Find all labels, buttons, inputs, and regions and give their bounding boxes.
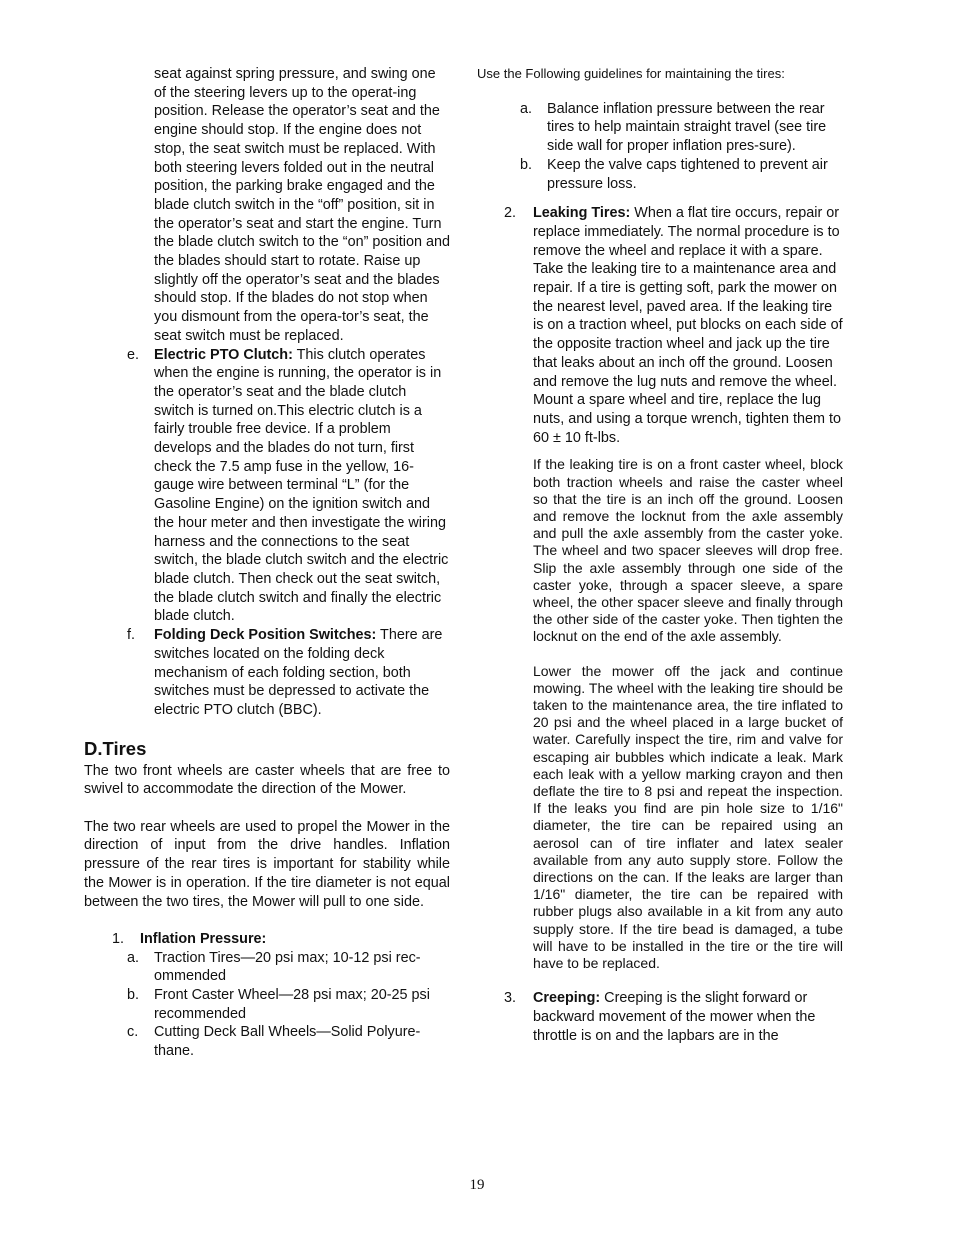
item-text: When a flat tire occurs, repair or replace immediately. The normal procedure is to remove the wheel and replace it with a spare. Take the leaking tire to a maintenance area and repair. If a tire is getting soft, park the mower on the nearest level, paved area. If the leaking tire is on a traction wheel, put blocks on each side of the opposite traction wheel and jack up the tire that leaks about an inch off the ground. Loosen and remove the lug nuts and remove the wheel. Mount a spare wheel and tire, replace the lug nuts, and using a torque wrench, tighten them to 60 ± 10 ft-lbs. <box>533 205 843 446</box>
guideline-text: Balance inflation pressure between the rear tires to help maintain straight travel (see tire side wall for proper inflation pres-sure). <box>547 100 827 155</box>
guideline-text: Keep the valve caps tightened to prevent air pressure loss. <box>547 156 828 192</box>
item-title: Folding Deck Position Switches: <box>154 627 377 644</box>
list-marker: 2. <box>504 205 517 222</box>
leak-inspection-paragraph: Lower the mower off the jack and continue mowing. The wheel with the leaking tire should be taken to the maintenance area, the tire inflated to 20 psi and the wheel placed in a large bucket of water. Carefully inspect the tire, rim and valve for escaping air bubbles which indicate a leak. Mark each leak with a yellow marking crayon and then deflate the tire to 8 psi and repeat the inspection. If the leaks you find are pin hole size to 1/16" diameter, the tire can be repaired using an aerosol can of tire inflater and latex sealer available from any auto supply store. Follow the directions on the can. If the leaks are larger than 1/16" diameter, the tire can be repaired with rubber plugs also available in a kit from any auto supply store. If the tire bead is damaged, a tube will have to be installed in the tire or the tire will have to be replaced. <box>533 662 843 972</box>
left-column <box>84 65 450 1061</box>
leaking-tires-item <box>477 204 843 447</box>
inflation-sub-item-caster <box>84 986 450 1023</box>
guidelines-intro: Use the Following guidelines for maintaining the tires: <box>477 66 785 81</box>
caster-wheel-repair-paragraph: If the leaking tire is on a front caster wheel, block both traction wheels and raise the caster wheel so that the tire is an inch off the ground. Loosen and remove the locknut from the axle assembly and pull the axle assembly from the caster yoke. The wheel and two spacer sleeves will drop free. Slip the axle assembly through one side of the caster yoke, through a spacer sleeve, a spare wheel, the other spacer sleeve and finally through the other side of the caster yoke. Then tighten the locknut on the end of the axle assembly. <box>533 456 843 645</box>
item-title: Electric PTO Clutch: <box>154 346 293 363</box>
list-marker: e. <box>127 346 140 363</box>
inflation-pressure-item <box>84 930 450 949</box>
sub-item-text: Front Caster Wheel—28 psi max; 20-25 psi recommended <box>154 987 430 1022</box>
list-marker: a. <box>520 100 533 117</box>
page-number: 19 <box>469 1177 485 1193</box>
list-marker: 3. <box>504 990 517 1007</box>
inflation-sub-item-ball-wheels <box>84 1023 450 1060</box>
item-title: Creeping: <box>533 990 601 1007</box>
section-heading-tires: D.Tires <box>84 737 147 759</box>
list-marker: f. <box>127 627 135 644</box>
list-marker: 1. <box>112 930 125 947</box>
list-item-folding-deck-switches <box>84 626 450 720</box>
list-marker: a. <box>127 949 140 966</box>
sub-item-text: Traction Tires—20 psi max; 10-12 psi rec-ommended <box>154 949 421 985</box>
list-marker: c. <box>127 1024 139 1041</box>
front-wheels-paragraph: The two front wheels are caster wheels that are free to swivel to accommodate the direction of the Mower. <box>84 762 450 798</box>
list-marker: b. <box>127 987 140 1004</box>
creeping-item <box>477 989 843 1045</box>
item-text: This clutch operates when the engine is running, the operator is in the operator’s seat and the blade clutch switch is turned on.This electric clutch is a fairly trouble free device. If a problem develops and the blades do not turn, first check the 7.5 amp fuse in the yellow, 16-gauge wire between terminal “L” (for the Gasoline Engine) on the ignition switch and the hour meter and then investigate the wiring harness and the connections to the seat switch, the blade clutch switch and the electric blade clutch. Then check out the seat switch, the blade clutch switch and finally the electric blade clutch. <box>154 346 449 625</box>
rear-wheels-paragraph: The two rear wheels are used to propel the Mower in the direction of input from the drive handles. Inflation pressure of the rear tires is important for stability while the Mower is in operation. If the tire diameter is not equal between the two tires, the Mower will pull to one side. <box>84 818 450 910</box>
list-item-electric-pto-clutch <box>84 346 450 627</box>
item-title: Inflation Pressure: <box>140 930 267 947</box>
guideline-item-valve-caps <box>477 156 843 193</box>
right-column <box>477 65 843 1045</box>
seat-switch-test-paragraph: seat against spring pressure, and swing one of the steering levers up to the operat-ing position. Release the operator’s seat and the engine should stop. If the engine does not stop, the seat switch must be replaced. With both steering levers folded out in the neutral position, the parking brake engaged and the blade clutch switch in the “off” position, sit in the operator’s seat and start the engine. Turn the blade clutch switch to the “on” position and the blades should start to rotate. Raise up slightly off the operator’s seat and the blades should stop. If the blades do not stop when you dismount from the opera-tor’s seat, the seat switch must be replaced. <box>154 66 450 344</box>
guideline-item-balance <box>477 100 843 156</box>
inflation-sub-item-traction <box>84 949 450 986</box>
item-text: Creeping is the slight forward or backward movement of the mower when the throttle is on and the lapbars are in the <box>533 990 816 1044</box>
sub-item-text: Cutting Deck Ball Wheels—Solid Polyure-thane. <box>154 1024 421 1060</box>
item-text: There are switches located on the folding deck mechanism of each folding section, both switches must be depressed to activate the electric PTO clutch (BBC). <box>154 627 443 718</box>
list-marker: b. <box>520 156 533 173</box>
item-title: Leaking Tires: <box>533 205 631 222</box>
